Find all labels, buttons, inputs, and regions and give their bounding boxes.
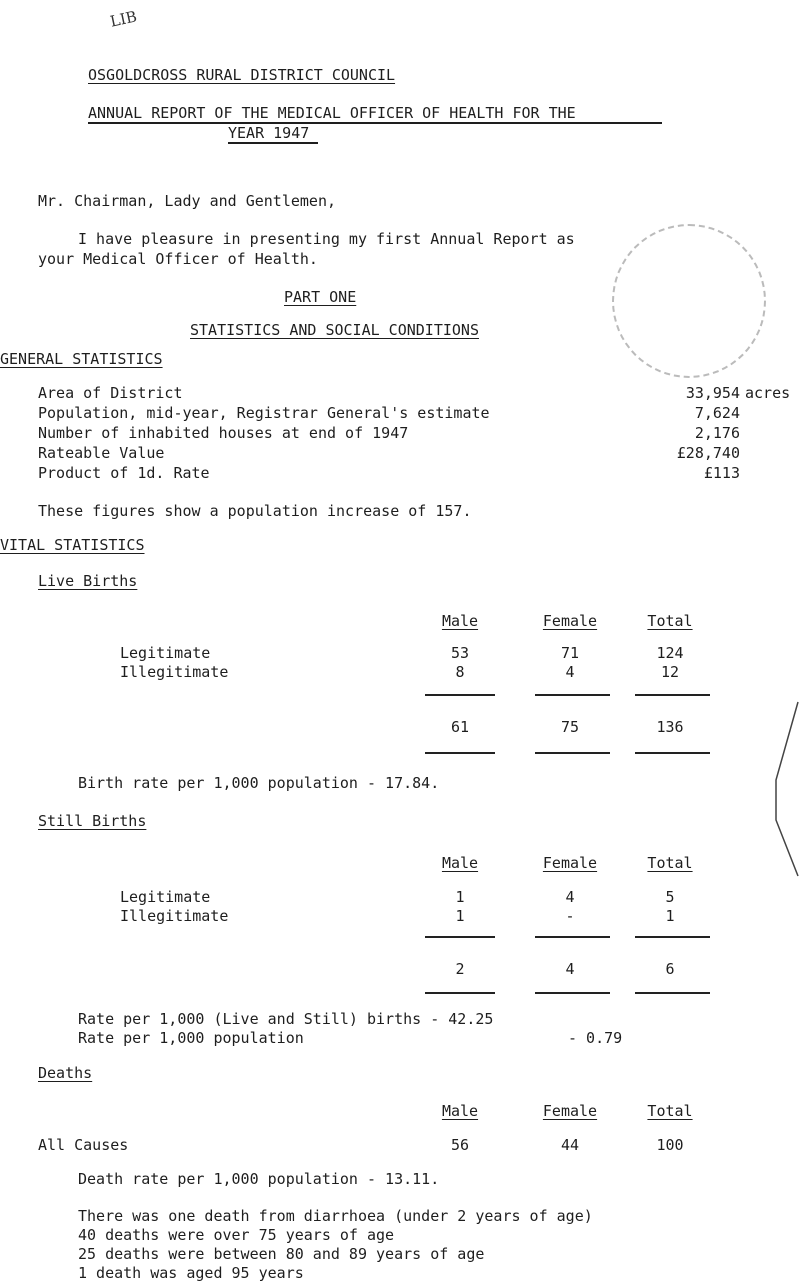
still-birth-rate-2-value: - 0.79 (568, 1029, 623, 1047)
cell-female: 4 (565, 888, 575, 906)
report-title-underline1 (88, 122, 662, 124)
cell-male: 53 (450, 644, 470, 662)
population-note: These figures show a population increase of 157. (38, 502, 472, 520)
column-header-male: Male (441, 1102, 479, 1120)
intro-line2: your Medical Officer of Health. (38, 250, 318, 268)
cell-total: 5 (665, 888, 675, 906)
stat-value: £28,740 (676, 444, 740, 462)
intro-line1: I have pleasure in presenting my first Annual Report as (78, 230, 575, 248)
total-male: 2 (455, 960, 465, 978)
birth-rate-note: Birth rate per 1,000 population - 17.84. (78, 774, 440, 792)
library-stamp: LIB (108, 7, 139, 31)
council-title: OSGOLDCROSS RURAL DISTRICT COUNCIL (88, 66, 396, 84)
rule-line (425, 694, 495, 696)
part-subheading: STATISTICS AND SOCIAL CONDITIONS (190, 321, 479, 339)
total-female: 4 (565, 960, 575, 978)
stat-label: Product of 1d. Rate (38, 464, 210, 482)
report-title-line1: ANNUAL REPORT OF THE MEDICAL OFFICER OF HEALTH FOR THE (88, 104, 576, 122)
total-total: 6 (665, 960, 675, 978)
death-note: 25 deaths were between 80 and 89 years of age (78, 1245, 485, 1263)
stat-label: Number of inhabited houses at end of 1947 (38, 424, 409, 442)
row-label: Legitimate (120, 644, 211, 662)
column-header-total: Total (647, 1102, 693, 1120)
column-header-female: Female (542, 1102, 598, 1120)
column-header-female: Female (542, 612, 598, 630)
rule-line (425, 752, 495, 754)
margin-bracket-mark (770, 700, 800, 880)
cell-total: 1 (665, 907, 675, 925)
live-births-heading: Live Births (38, 572, 138, 590)
stat-value: 7,624 (694, 404, 740, 422)
still-birth-rate-2-label: Rate per 1,000 population (78, 1029, 304, 1047)
column-header-female: Female (542, 854, 598, 872)
stat-value: 33,954 (685, 384, 740, 402)
stat-unit: acres (745, 384, 791, 402)
row-label: Illegitimate (120, 907, 229, 925)
cell-female: 71 (560, 644, 580, 662)
vital-statistics-heading: VITAL STATISTICS (0, 536, 145, 554)
rule-line (635, 752, 710, 754)
rule-line (535, 992, 610, 994)
total-total: 136 (656, 718, 684, 736)
part-heading: PART ONE (284, 288, 357, 306)
stat-label: Rateable Value (38, 444, 165, 462)
stat-value: £113 (703, 464, 740, 482)
rule-line (535, 936, 610, 938)
cell-female: 44 (560, 1136, 580, 1154)
cell-male: 56 (450, 1136, 470, 1154)
row-label: Illegitimate (120, 663, 229, 681)
stat-label: Area of District (38, 384, 183, 402)
total-male: 61 (450, 718, 470, 736)
salutation: Mr. Chairman, Lady and Gentlemen, (38, 192, 337, 210)
cell-female: - (565, 907, 575, 925)
death-note: 1 death was aged 95 years (78, 1264, 304, 1282)
cell-total: 12 (660, 663, 680, 681)
column-header-male: Male (441, 854, 479, 872)
library-seal (612, 224, 766, 378)
rule-line (635, 694, 710, 696)
death-rate-note: Death rate per 1,000 population - 13.11. (78, 1170, 440, 1188)
total-female: 75 (560, 718, 580, 736)
cell-male: 8 (455, 663, 465, 681)
rule-line (635, 936, 710, 938)
cell-female: 4 (565, 663, 575, 681)
general-statistics-heading: GENERAL STATISTICS (0, 350, 163, 368)
column-header-total: Total (647, 854, 693, 872)
cell-total: 100 (656, 1136, 684, 1154)
cell-male: 1 (455, 907, 465, 925)
stat-label: Population, mid-year, Registrar General's estimate (38, 404, 490, 422)
deaths-heading: Deaths (38, 1064, 93, 1082)
rule-line (535, 694, 610, 696)
cell-total: 124 (656, 644, 684, 662)
row-label: All Causes (38, 1136, 129, 1154)
report-title-line2: YEAR 1947 (228, 124, 310, 142)
rule-line (535, 752, 610, 754)
report-title-underline2 (228, 142, 318, 144)
cell-male: 1 (455, 888, 465, 906)
rule-line (635, 992, 710, 994)
row-label: Legitimate (120, 888, 211, 906)
death-note: There was one death from diarrhoea (under 2 years of age) (78, 1207, 593, 1225)
death-note: 40 deaths were over 75 years of age (78, 1226, 395, 1244)
still-birth-rate-1: Rate per 1,000 (Live and Still) births - 42.25 (78, 1010, 494, 1028)
rule-line (425, 936, 495, 938)
column-header-male: Male (441, 612, 479, 630)
column-header-total: Total (647, 612, 693, 630)
rule-line (425, 992, 495, 994)
stat-value: 2,176 (694, 424, 740, 442)
still-births-heading: Still Births (38, 812, 147, 830)
